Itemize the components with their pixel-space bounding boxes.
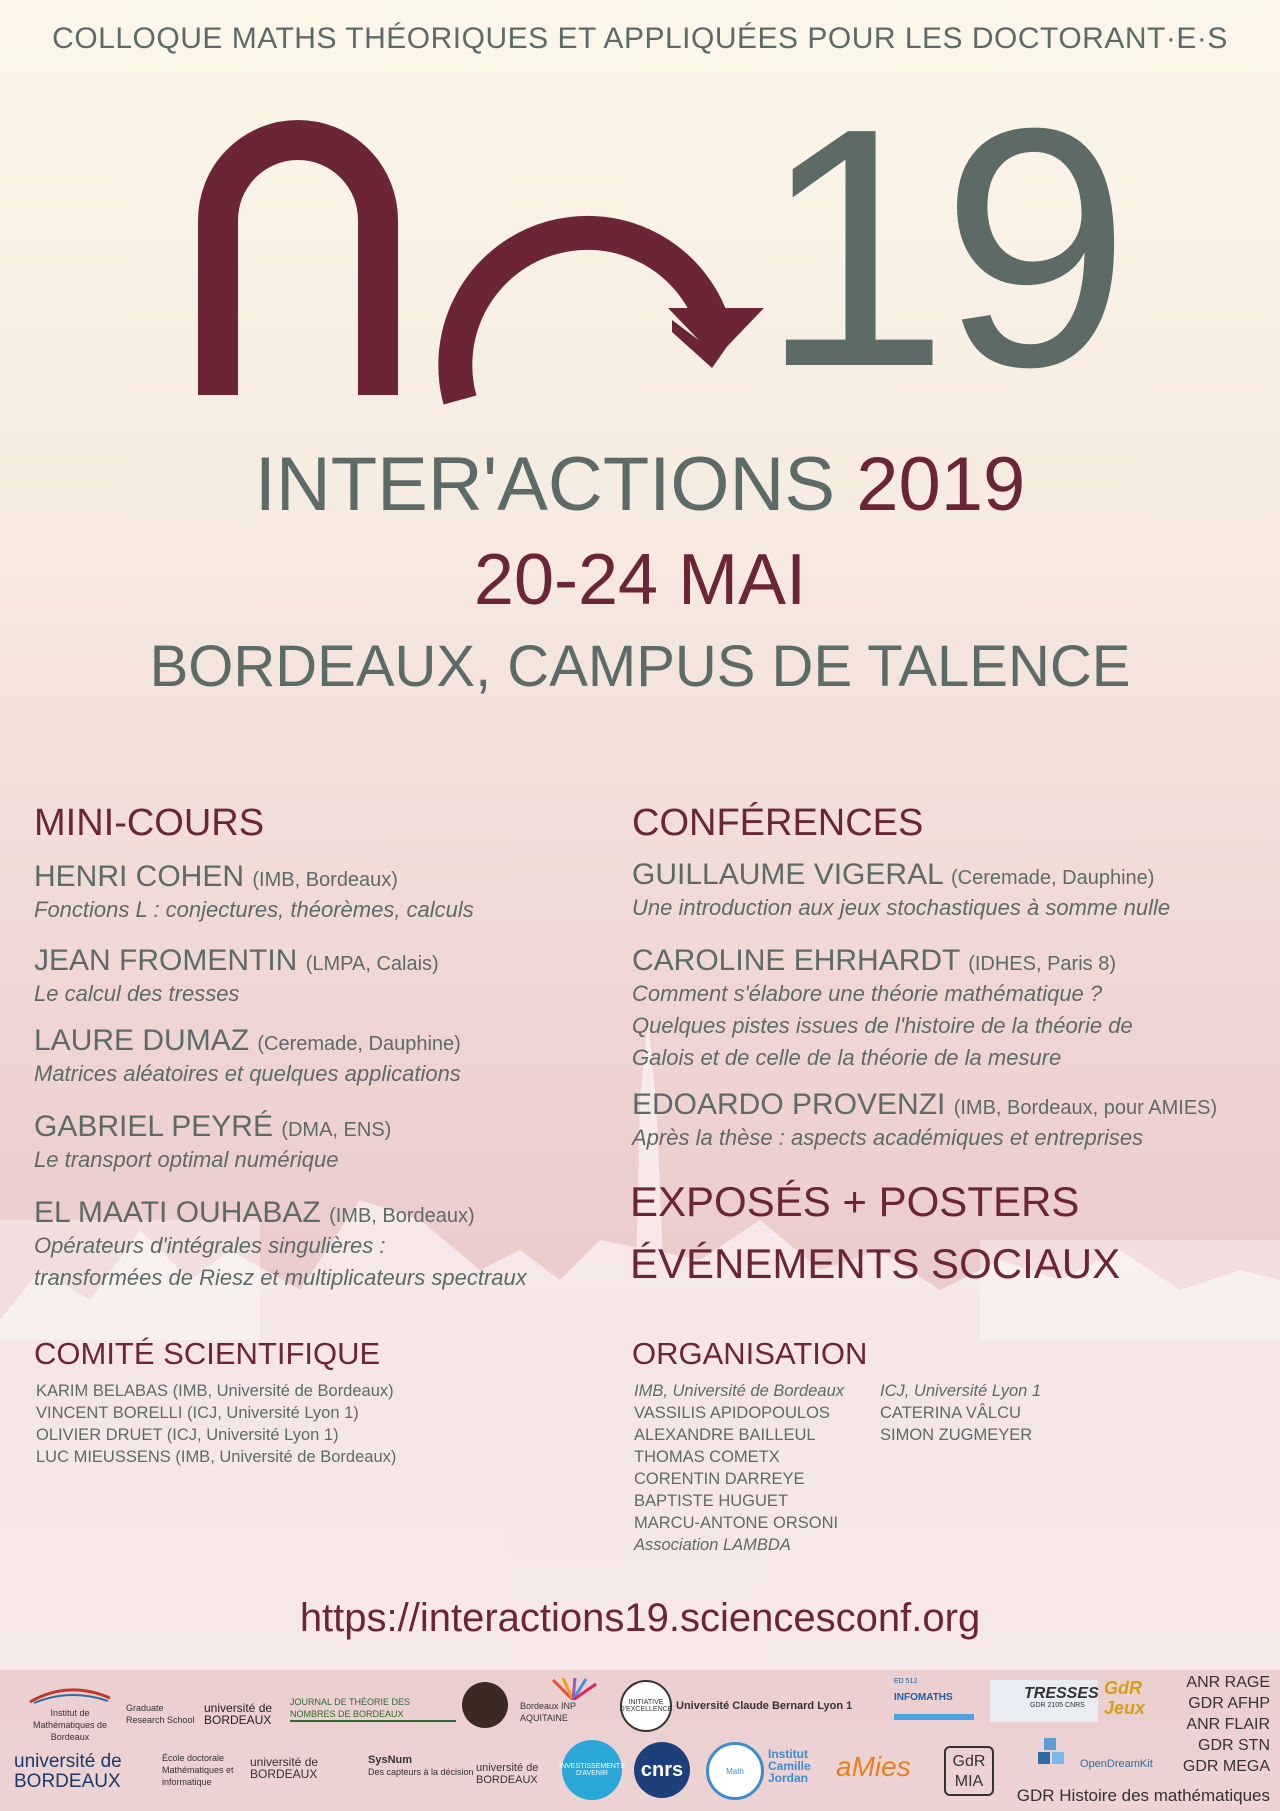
speaker-affiliation: (IDHES, Paris 8) — [968, 953, 1116, 975]
comite-list — [36, 1380, 396, 1468]
speaker-affiliation: (IMB, Bordeaux, pour AMIES) — [953, 1097, 1218, 1119]
ub-logo-small-2: université de BORDEAUX — [476, 1762, 539, 1786]
amies-logo: aMies — [836, 1751, 911, 1782]
talk-title: Opérateurs d'intégrales singulières : — [34, 1233, 386, 1258]
organisation-institution: ICJ, Université Lyon 1 — [880, 1382, 1042, 1400]
opendreamkit-cubes-icon — [1036, 1736, 1076, 1776]
minicours-heading: MINI-COURS — [34, 802, 265, 844]
event-place: BORDEAUX, CAMPUS DE TALENCE — [149, 634, 1131, 699]
speaker-affiliation: (DMA, ENS) — [281, 1119, 392, 1141]
minicours-item — [34, 860, 474, 926]
organiser: ALEXANDRE BAILLEUL — [634, 1426, 816, 1444]
event-website-link[interactable]: https://interactions19.sciencesconf.org — [299, 1596, 981, 1640]
imb-label: Institut de Mathématiques de Bordeaux — [32, 1708, 108, 1742]
ub-logo-large: université de BORDEAUX — [14, 1751, 122, 1792]
evenements-sociaux: ÉVÉNEMENTS SOCIAUX — [630, 1240, 1121, 1287]
speaker-name: HENRI COHEN — [34, 860, 245, 893]
seal-logo-icon — [462, 1682, 508, 1728]
speaker-affiliation: (IMB, Bordeaux) — [329, 1205, 475, 1227]
talk-title-line3: Galois et de celle de la théorie de la mesure — [632, 1045, 1062, 1070]
logo-n-arch — [218, 140, 378, 395]
sysnum-logo — [368, 1754, 478, 1778]
speaker-affiliation: (LMPA, Calais) — [305, 953, 439, 975]
speaker-name: GABRIEL PEYRÉ — [34, 1110, 273, 1143]
partner-gdr-afhp: GDR AFHP — [1188, 1695, 1270, 1712]
gdr-histoire-label: GDR Histoire des mathématiques — [1016, 1786, 1270, 1805]
organiser: VASSILIS APIDOPOULOS — [634, 1404, 830, 1422]
organisation-col-imb — [634, 1380, 844, 1556]
speaker-affiliation: (Ceremade, Dauphine) — [951, 867, 1155, 889]
comite-member: LUC MIEUSSENS (IMB, Université de Bordeaux) — [36, 1448, 397, 1466]
ed512-label: ED 512 — [894, 1678, 918, 1685]
talk-title: Le transport optimal numérique — [34, 1147, 339, 1172]
imb-logo — [28, 1686, 112, 1743]
talk-title: Après la thèse : aspects académiques et entreprises — [632, 1125, 1144, 1150]
organiser: CATERINA VÂLCU — [880, 1404, 1021, 1422]
idex-logo: INITIATIVE D'EXCELLENCE — [620, 1680, 672, 1732]
bx-inp-logo — [520, 1700, 580, 1724]
organiser: MARCU-ANTONE ORSONI — [634, 1514, 839, 1532]
talk-title-line2: transformées de Riesz et multiplicateurs spectraux — [34, 1265, 527, 1290]
organiser: THOMAS COMETX — [634, 1448, 780, 1466]
grs-logo: Graduate Research School — [126, 1703, 195, 1725]
partner-anr-rage: ANR RAGE — [1186, 1674, 1270, 1691]
organiser: SIMON ZUGMEYER — [880, 1426, 1033, 1444]
logo-number-19: 19 — [760, 58, 1123, 438]
organiser: BAPTISTE HUGUET — [634, 1492, 789, 1510]
icj-label: Institut Camille Jordan — [768, 1747, 811, 1785]
infomaths-bar — [894, 1714, 974, 1720]
sysnum-sub: Des capteurs à la décision — [368, 1767, 474, 1777]
right-partner-list — [1183, 1672, 1270, 1777]
comite-member: VINCENT BORELLI (ICJ, Université Lyon 1) — [36, 1404, 359, 1422]
speaker-name: CAROLINE EHRHARDT — [632, 944, 960, 977]
partner-gdr-mega: GDR MEGA — [1182, 1758, 1270, 1775]
ub-logo-small: université de BORDEAUX — [250, 1755, 319, 1781]
talk-title: Comment s'élabore une théorie mathématique ? — [632, 981, 1103, 1006]
organisation-heading: ORGANISATION — [632, 1336, 868, 1371]
event-dates: 20-24 MAI — [473, 540, 807, 620]
jtnb-logo: JOURNAL DE THÉORIE DES NOMBRES DE BORDEAUX — [290, 1696, 456, 1722]
edmi-logo: École doctorale Mathématiques et informatique — [162, 1753, 234, 1787]
conference-item — [632, 944, 1133, 1074]
speaker-affiliation: (IMB, Bordeaux) — [252, 869, 398, 891]
tresses-sub: GDR 2105 CNRS — [1030, 1702, 1085, 1709]
infomaths-logo — [894, 1676, 974, 1720]
conferences-heading: CONFÉRENCES — [632, 802, 924, 844]
organisation-institution: IMB, Université de Bordeaux — [634, 1382, 845, 1400]
tresses-logo — [990, 1680, 1098, 1722]
talk-title: Une introduction aux jeux stochastiques à somme nulle — [632, 895, 1171, 920]
event-title-year: 2019 — [856, 442, 1026, 527]
partner-anr-flair: ANR FLAIR — [1186, 1716, 1270, 1733]
speaker-affiliation: (Ceremade, Dauphine) — [257, 1033, 461, 1055]
infomaths-label: INFOMATHS — [894, 1692, 953, 1703]
colloque-subtitle: COLLOQUE MATHS THÉORIQUES ET APPLIQUÉES POUR LES DOCTORANT·E·S — [52, 22, 1228, 55]
sysnum-label: SysNum — [368, 1754, 413, 1766]
organiser: CORENTIN DARREYE — [634, 1470, 805, 1488]
ub-logo: université de BORDEAUX — [204, 1701, 273, 1727]
cnrs-logo: cnrs — [634, 1742, 690, 1798]
conference-item — [632, 1088, 1217, 1154]
investissements-avenir-logo: INVESTISSEMENTS D'AVENIR — [562, 1740, 622, 1800]
bx-inp-label: Bordeaux INP AQUITAINE — [520, 1701, 576, 1723]
gdr-jeux-logo: GdR Jeux — [1104, 1678, 1146, 1718]
talk-title-line2: Quelques pistes issues de l'histoire de la théorie de — [632, 1013, 1133, 1038]
conference-item — [632, 858, 1170, 924]
exposes-posters: EXPOSÉS + POSTERS — [630, 1178, 1080, 1225]
speaker-name: JEAN FROMENTIN — [34, 944, 298, 977]
event-title — [0, 442, 1280, 528]
icj-math-icon: Math — [706, 1742, 764, 1800]
opendreamkit-label: OpenDreamKit — [1080, 1758, 1153, 1770]
partner-gdr-stn: GDR STN — [1198, 1737, 1270, 1754]
tresses-label: TRESSES — [1024, 1685, 1099, 1702]
bx-inp-burst-icon — [548, 1678, 598, 1700]
speaker-name: LAURE DUMAZ — [34, 1024, 250, 1057]
talk-title: Fonctions L : conjectures, théorèmes, calculs — [34, 897, 474, 922]
logo-curved-arrow-shaft — [455, 233, 715, 400]
speaker-name: EDOARDO PROVENZI — [632, 1088, 946, 1121]
ucbl-logo: Université Claude Bernard Lyon 1 — [676, 1700, 853, 1712]
organisation-association: Association LAMBDA — [634, 1536, 791, 1554]
comite-member: KARIM BELABAS (IMB, Université de Bordeaux) — [36, 1382, 394, 1400]
minicours-item — [34, 1110, 391, 1176]
minicours-item — [34, 1024, 461, 1090]
comite-member: OLIVIER DRUET (ICJ, Université Lyon 1) — [36, 1426, 339, 1444]
talk-title: Matrices aléatoires et quelques applications — [34, 1061, 461, 1086]
comite-heading: COMITÉ SCIENTIFIQUE — [34, 1336, 381, 1371]
minicours-item — [34, 1196, 527, 1294]
minicours-item — [34, 944, 439, 1010]
talk-title: Le calcul des tresses — [34, 981, 240, 1006]
speaker-name: GUILLAUME VIGERAL — [632, 858, 943, 891]
imb-swoosh-icon — [28, 1686, 112, 1704]
event-title-main: INTER'ACTIONS — [254, 442, 836, 527]
speaker-name: EL MAATI OUHABAZ — [34, 1196, 321, 1229]
organisation-col-icj — [880, 1380, 1041, 1446]
gdr-mia-logo: GdR MIA — [944, 1746, 994, 1796]
